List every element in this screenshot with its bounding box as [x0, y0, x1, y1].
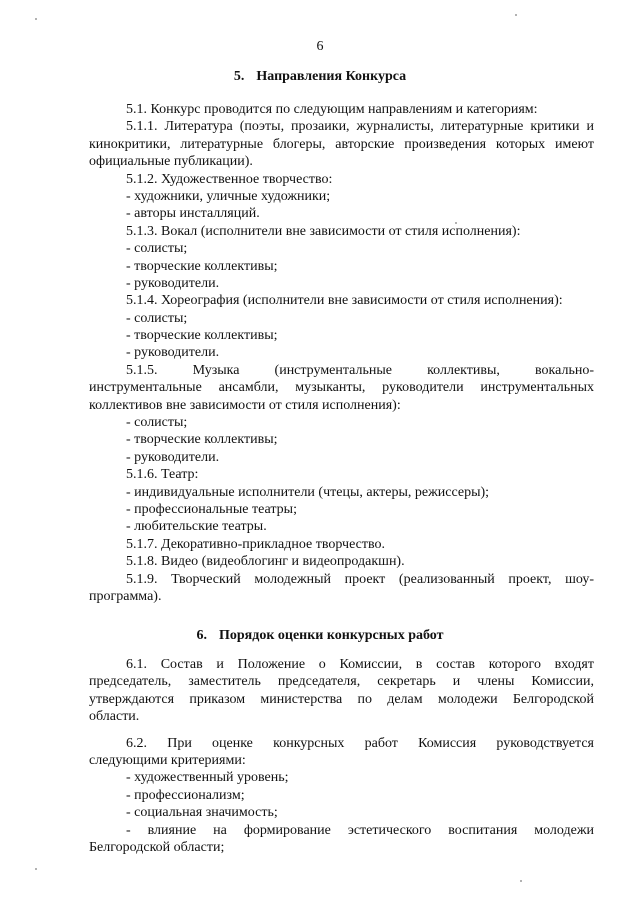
text-line: - профессиональные театры; [126, 501, 297, 517]
text-line: 5.1.7. Декоративно-прикладное творчество. [126, 536, 385, 552]
text-line: 5.1.1. Литература (поэты, прозаики, журналисты, литературные критики и [126, 119, 594, 135]
text-line: 6.1. Состав и Положение о Комиссии, в состав которого входят [126, 657, 594, 672]
text-line: 5.1.2. Художественное творчество: [126, 171, 333, 187]
text-line: коллективов вне зависимости от стиля исполнения): [89, 397, 401, 413]
section-6-heading [0, 627, 640, 644]
text-line: - индивидуальные исполнители (чтецы, актеры, режиссеры); [126, 484, 490, 500]
text-line: - художественный уровень; [126, 770, 289, 786]
text-line: - влияние на формирование эстетического воспитания молодежи [126, 822, 594, 838]
text-line: утверждаются приказом министерства по делам молодежи Белгородской [89, 691, 594, 707]
section-5-number: 5. [233, 69, 245, 84]
text-line: - руководители. [126, 275, 220, 291]
text-line: - любительские театры. [126, 519, 267, 535]
section-5-body [89, 101, 594, 605]
text-line: 5.1. Конкурс проводится по следующим направлениям и категориям: [126, 102, 538, 117]
text-line: кинокритики, литературные блогеры, авторские произведения которых имеют [89, 136, 594, 152]
scan-speck [515, 14, 517, 16]
text-line: - творческие коллективы; [126, 432, 278, 448]
page-number: 6 [316, 39, 324, 54]
text-line: - социальная значимость; [126, 805, 278, 821]
text-line: - руководители. [126, 449, 220, 465]
text-line: - руководители. [126, 345, 220, 361]
scan-speck [455, 222, 457, 224]
text-line: - солисты; [126, 310, 188, 326]
text-line: - творческие коллективы; [126, 328, 278, 344]
section-6-number: 6. [196, 628, 207, 643]
text-line: инструментальные ансамбли, музыканты, руководители инструментальных [89, 380, 594, 396]
section-5-title: Направления Конкурса [256, 69, 407, 84]
text-line: - профессионализм; [126, 787, 245, 803]
text-line: следующими критериями: [89, 752, 246, 768]
text-line: 5.1.5. Музыка (инструментальные коллективы, вокально- [126, 362, 594, 378]
section-5-heading [0, 68, 640, 85]
scan-speck [35, 868, 37, 870]
scan-speck [35, 18, 37, 20]
text-line: 5.1.6. Театр: [126, 467, 199, 483]
text-line: Белгородской области; [89, 839, 225, 855]
section-6-title: Порядок оценки конкурсных работ [219, 628, 444, 643]
text-line: официальные публикации). [89, 154, 253, 170]
section-6-body [89, 656, 594, 856]
text-line: - солисты; [126, 241, 188, 257]
text-line: 5.1.4. Хореография (исполнители вне зависимости от стиля исполнения): [126, 293, 563, 309]
text-line: 5.1.9. Творческий молодежный проект (реализованный проект, шоу- [126, 571, 594, 587]
text-line: председатель, заместитель председателя, секретарь и члены Комиссии, [89, 674, 594, 690]
text-line: программа). [89, 588, 162, 604]
text-line: 5.1.3. Вокал (исполнители вне зависимости от стиля исполнения): [126, 223, 521, 239]
text-line: - солисты; [126, 415, 188, 431]
text-line: 5.1.8. Видео (видеоблогинг и видеопродакшн). [126, 554, 405, 570]
text-line: - авторы инсталляций. [126, 206, 260, 222]
scan-speck [520, 880, 522, 882]
text-line: области. [89, 709, 140, 725]
text-line: - художники, уличные художники; [126, 188, 331, 204]
text-line: - творческие коллективы; [126, 258, 278, 274]
text-line: 6.2. При оценке конкурсных работ Комиссия руководствуется [126, 735, 594, 751]
